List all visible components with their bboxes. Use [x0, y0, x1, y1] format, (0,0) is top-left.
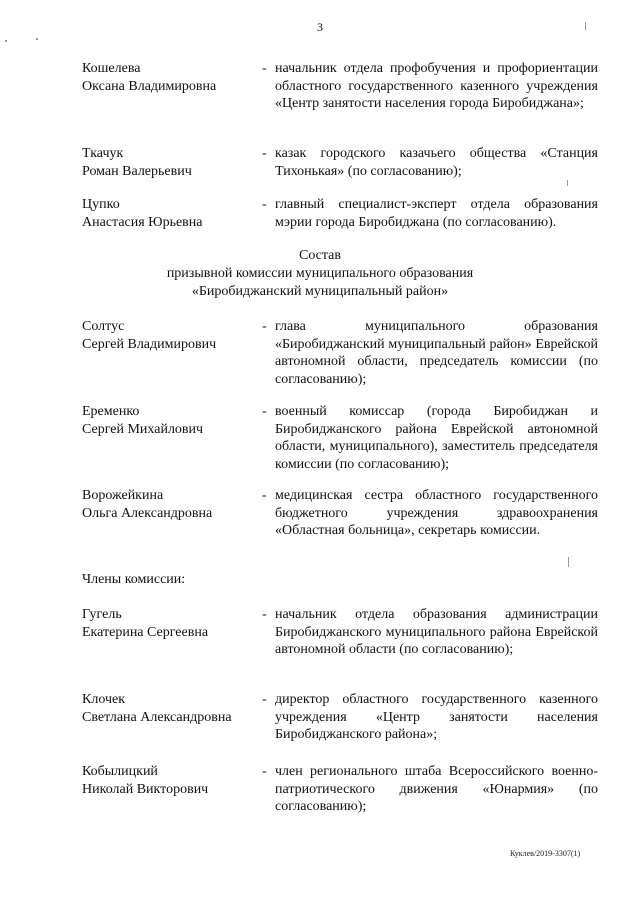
dash: -: [262, 404, 267, 419]
scan-speck: [585, 22, 586, 30]
surname: Клочек: [82, 692, 126, 707]
dash: -: [262, 692, 267, 707]
dash: -: [262, 61, 267, 76]
dash: -: [262, 146, 267, 161]
given-names: Роман Валерьевич: [82, 163, 192, 179]
surname: Кошелева: [82, 61, 141, 76]
given-names: Николай Викторович: [82, 781, 209, 797]
given-names: Анастасия Юрьевна: [82, 214, 203, 230]
given-names: Екатерина Сергеевна: [82, 624, 209, 640]
person-name: [82, 763, 257, 798]
dash: -: [262, 607, 267, 622]
person-name: [82, 606, 257, 641]
person-role: глава муниципального образования «Биробиджанский муниципальный район» Еврейской автономной области, председатель комиссии (по согласованию);: [275, 319, 598, 387]
person-name: [82, 318, 257, 353]
section-heading-line1: Состав: [298, 248, 341, 263]
document-code: Куклев/2019-3307(1): [510, 849, 581, 858]
surname: Ткачук: [82, 146, 124, 161]
person-role: казак городского казачьего общества «Станция Тихонькая» (по согласованию);: [275, 146, 598, 179]
scan-speck: [568, 557, 569, 567]
person-name: [82, 487, 257, 522]
person-role: начальник отдела профобучения и профориентации областного государственного казенного учреждения «Центр занятости населения города Биробиджана»;: [275, 61, 598, 111]
surname: Гугель: [82, 607, 122, 622]
given-names: Оксана Владимировна: [82, 78, 217, 94]
person-name: [82, 60, 257, 95]
given-names: Ольга Александровна: [82, 505, 213, 521]
given-names: Светлана Александровна: [82, 709, 232, 725]
surname: Солтус: [82, 319, 125, 334]
section-heading-line3: «Биробиджанский муниципальный район»: [191, 284, 449, 299]
surname: Ворожейкина: [82, 488, 164, 503]
scan-speck: [5, 40, 7, 42]
person-role: начальник отдела образования администрации Биробиджанского муниципального района Еврейской автономной области (по согласованию);: [275, 607, 598, 657]
dash: -: [262, 764, 267, 779]
given-names: Сергей Михайлович: [82, 421, 204, 437]
person-role: медицинская сестра областного государственного бюджетного учреждения здравоохранения «Областная больница», секретарь комиссии.: [275, 488, 598, 538]
person-role: главный специалист-эксперт отдела образования мэрии города Биробиджана (по согласованию).: [275, 197, 598, 230]
person-name: [82, 691, 257, 726]
person-name: [82, 196, 257, 231]
dash: -: [262, 319, 267, 334]
person-role: член регионального штаба Всероссийского военно-патриотического движения «Юнармия» (по согласованию);: [275, 764, 598, 814]
given-names: Сергей Владимирович: [82, 336, 217, 352]
members-label: Члены комиссии:: [82, 572, 186, 587]
person-name: [82, 403, 257, 438]
person-role: директор областного государственного казенного учреждения «Центр занятости населения Биробиджанского района»;: [275, 692, 598, 742]
section-heading-line2: призывной комиссии муниципального образования: [166, 266, 474, 281]
person-name: [82, 145, 257, 180]
dash: -: [262, 488, 267, 503]
page-number: 3: [317, 20, 323, 34]
surname: Еременко: [82, 404, 140, 419]
scan-speck: [567, 180, 568, 186]
surname: Кобылицкий: [82, 764, 158, 779]
surname: Цупко: [82, 197, 120, 212]
scan-speck: [36, 38, 38, 40]
person-role: военный комиссар (города Биробиджан и Биробиджанского района Еврейской автономной области, муниципального), заместитель председателя комиссии (по согласованию);: [275, 404, 598, 472]
dash: -: [262, 197, 267, 212]
